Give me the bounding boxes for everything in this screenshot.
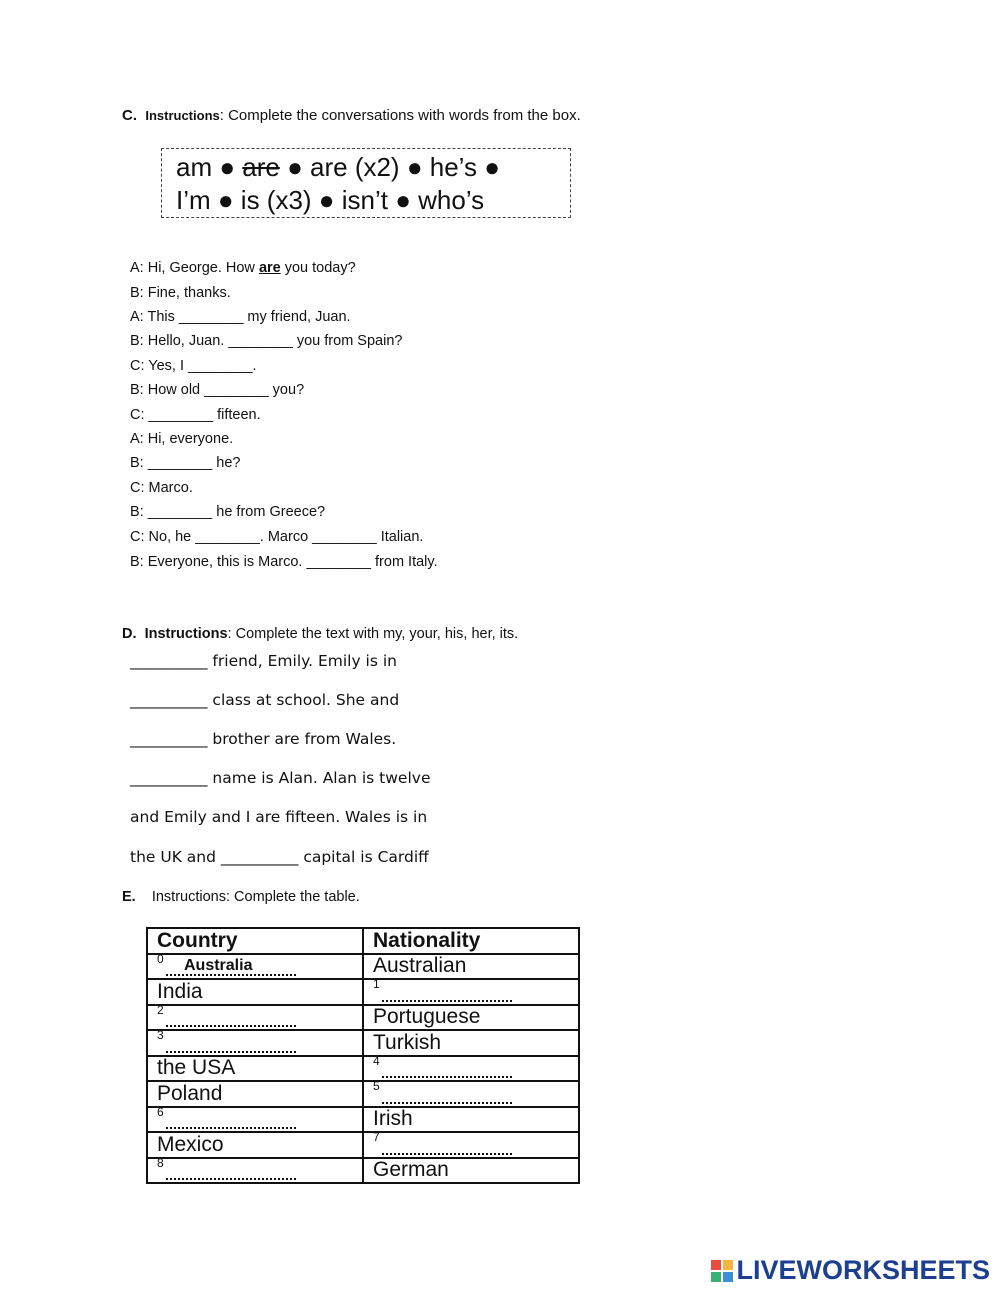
section-e-heading bbox=[122, 889, 360, 905]
conversation-line: B: Fine, thanks. bbox=[130, 285, 231, 301]
text-line: and Emily and I are fifteen. Wales is in bbox=[130, 808, 428, 826]
item-number: 5 bbox=[373, 1079, 380, 1093]
header-nationality: Nationality bbox=[363, 928, 579, 954]
item-number: 1 bbox=[373, 977, 380, 991]
answer-blank[interactable] bbox=[166, 1178, 296, 1180]
liveworksheets-logo bbox=[711, 1255, 990, 1286]
country-cell[interactable] bbox=[147, 1155, 363, 1184]
table-row bbox=[147, 1005, 579, 1031]
answer-blank[interactable] bbox=[382, 1153, 512, 1155]
answer-blank[interactable] bbox=[382, 1000, 512, 1002]
table-row bbox=[147, 1030, 579, 1056]
nationality-cell: Portuguese bbox=[363, 1005, 579, 1031]
item-number: 0 bbox=[157, 951, 164, 966]
conversation-line: C: Marco. bbox=[130, 480, 193, 496]
section-c-instructions-label: Instructions bbox=[145, 108, 220, 123]
section-d-heading bbox=[122, 626, 518, 642]
conversation-line: B: Everyone, this is Marco. ________ from Italy. bbox=[130, 554, 438, 570]
answer-blank[interactable] bbox=[166, 1127, 296, 1129]
table-row bbox=[147, 1107, 579, 1133]
item-number: 7 bbox=[373, 1130, 380, 1144]
word-box-line-1-end: ● are (x2) ● he’s ● bbox=[279, 152, 500, 182]
table-header-row bbox=[147, 928, 579, 954]
item-number: 2 bbox=[157, 1002, 164, 1017]
word-box-line-1 bbox=[176, 151, 570, 184]
conversation-text: A: Hi, George. How bbox=[130, 260, 259, 276]
table-row bbox=[147, 1158, 579, 1184]
text-line: the UK and __________ capital is Cardiff bbox=[130, 848, 429, 866]
table-row bbox=[147, 1132, 579, 1158]
section-c-letter: C. bbox=[122, 107, 137, 124]
country-cell[interactable] bbox=[147, 1030, 363, 1056]
country-cell bbox=[147, 951, 363, 980]
answer-blank[interactable] bbox=[382, 1076, 512, 1078]
example-answer: are bbox=[258, 260, 281, 276]
example-answer: Australia bbox=[184, 957, 253, 974]
nationality-cell[interactable] bbox=[363, 1053, 579, 1082]
section-e-instructions: Instructions: Complete the table. bbox=[151, 889, 360, 905]
country-cell[interactable] bbox=[147, 1104, 363, 1133]
table-row bbox=[147, 979, 579, 1005]
nationality-cell[interactable] bbox=[363, 1132, 579, 1158]
logo-text: LIVEWORKSHEETS bbox=[736, 1255, 990, 1285]
conversation-line: C: No, he ________. Marco ________ Italian. bbox=[130, 529, 424, 545]
logo-grid-icon bbox=[711, 1260, 733, 1282]
conversation-line: C: ________ fifteen. bbox=[130, 407, 261, 423]
answer-blank[interactable] bbox=[382, 1102, 512, 1104]
section-c-heading bbox=[122, 107, 581, 124]
text-line: __________ name is Alan. Alan is twelve bbox=[130, 769, 431, 787]
country-cell: India bbox=[147, 979, 363, 1005]
section-e-letter: E. bbox=[122, 889, 136, 905]
answer-blank[interactable] bbox=[166, 1051, 296, 1053]
conversation-line bbox=[130, 260, 356, 276]
country-cell[interactable] bbox=[147, 1002, 363, 1031]
nationality-table bbox=[146, 927, 580, 1184]
nationality-cell: Irish bbox=[363, 1107, 579, 1133]
answer-blank[interactable] bbox=[166, 1025, 296, 1027]
conversation-line: A: This ________ my friend, Juan. bbox=[130, 309, 351, 325]
section-d-instructions-label: Instructions bbox=[144, 626, 228, 642]
conversation-line: B: Hello, Juan. ________ you from Spain? bbox=[130, 333, 403, 349]
nationality-cell: Turkish bbox=[363, 1030, 579, 1056]
text-line: __________ brother are from Wales. bbox=[130, 730, 397, 748]
item-number: 4 bbox=[373, 1053, 380, 1068]
item-number: 6 bbox=[157, 1104, 164, 1119]
country-cell: Mexico bbox=[147, 1132, 363, 1158]
table-row bbox=[147, 954, 579, 980]
country-cell: the USA bbox=[147, 1056, 363, 1082]
conversation-line: B: ________ he? bbox=[130, 455, 241, 471]
item-number: 3 bbox=[157, 1028, 164, 1042]
text-line: __________ friend, Emily. Emily is in bbox=[130, 652, 397, 670]
section-d-instructions-text: : Complete the text with my, your, his, her, its. bbox=[227, 626, 519, 642]
table-row bbox=[147, 1081, 579, 1107]
section-d-letter: D. bbox=[122, 626, 137, 642]
item-number: 8 bbox=[157, 1155, 164, 1170]
word-box bbox=[161, 148, 571, 218]
conversation-line: B: How old ________ you? bbox=[130, 382, 305, 398]
table-row bbox=[147, 1056, 579, 1082]
word-box-line-1-start: am ● bbox=[176, 152, 243, 182]
nationality-cell[interactable] bbox=[363, 1081, 579, 1107]
nationality-cell: Australian bbox=[363, 954, 579, 980]
conversation-line: C: Yes, I ________. bbox=[130, 358, 257, 374]
word-box-line-2: I’m ● is (x3) ● isn’t ● who’s bbox=[176, 185, 485, 215]
header-country: Country bbox=[147, 928, 363, 954]
nationality-cell[interactable] bbox=[363, 979, 579, 1005]
text-line: __________ class at school. She and bbox=[130, 691, 400, 709]
nationality-cell: German bbox=[363, 1158, 579, 1184]
country-cell: Poland bbox=[147, 1081, 363, 1107]
word-box-struck-word: are bbox=[242, 152, 280, 182]
conversation-text: you today? bbox=[280, 260, 356, 276]
conversation-line: A: Hi, everyone. bbox=[130, 431, 234, 447]
section-c-instructions-text: : Complete the conversations with words from the box. bbox=[219, 107, 581, 124]
conversation-line: B: ________ he from Greece? bbox=[130, 504, 326, 520]
